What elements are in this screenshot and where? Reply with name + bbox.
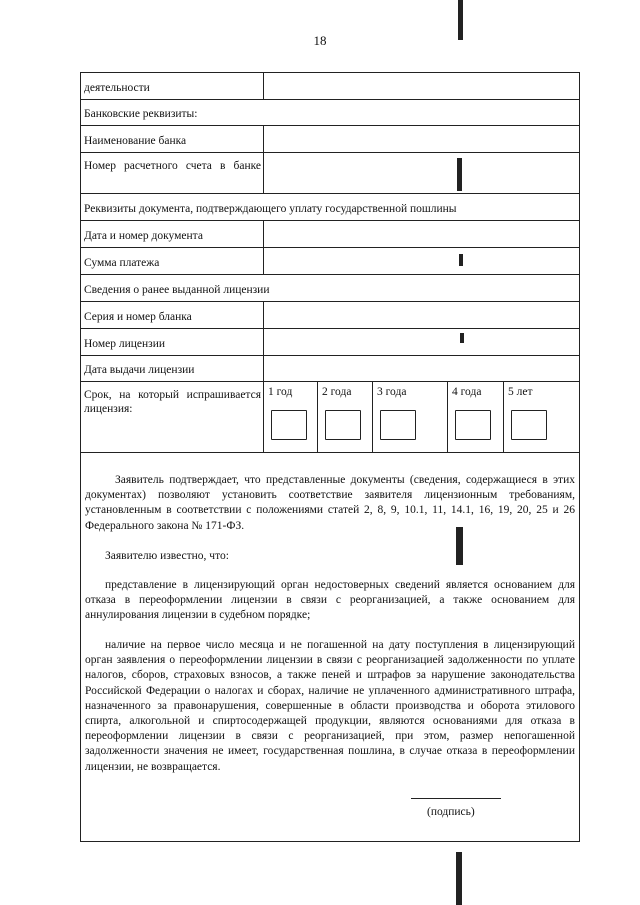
row-series-blank <box>81 302 579 329</box>
term-option-3 <box>372 382 448 452</box>
scan-artifact-mark <box>459 254 463 266</box>
label-license-number: Номер лицензии <box>84 338 165 350</box>
label-payment-amount: Сумма платежа <box>84 257 160 269</box>
term-option-label: 4 года <box>452 386 482 398</box>
declaration-paragraph-2: Заявителю известно, что: <box>105 550 229 562</box>
scan-artifact-mark <box>458 0 463 40</box>
label-activity: деятельности <box>84 82 150 94</box>
label-license-term: Срок, на который испрашивается лицензия: <box>84 389 261 415</box>
term-checkbox-1[interactable] <box>271 410 307 440</box>
row-bank-name <box>81 126 579 153</box>
label-series-blank: Серия и номер бланка <box>84 311 192 323</box>
term-option-4 <box>447 382 504 452</box>
row-license-number <box>81 329 579 356</box>
declaration-paragraph-1: Заявитель подтверждает, что представленные документы (сведения, содержащиеся в этих документах) позволяют установить соответствие заявителя лицензионным требованиям, установленным в соответствии с положениями статей 2, 8, 9, 10.1, 11, 14.1, 16, 19, 20, 25 и 26 Федерального закона № 171-ФЗ. <box>85 474 575 532</box>
row-bank-details <box>81 100 579 126</box>
row-issue-date <box>81 356 579 382</box>
signature-line[interactable] <box>411 798 501 799</box>
label-prev-license-info: Сведения о ранее выданной лицензии <box>84 284 270 296</box>
term-option-label: 2 года <box>322 386 352 398</box>
term-option-5 <box>503 382 580 452</box>
term-checkbox-4[interactable] <box>455 410 491 440</box>
scan-artifact-mark <box>456 852 462 905</box>
label-fee-doc-details: Реквизиты документа, подтверждающего уплату государственной пошлины <box>84 203 457 215</box>
term-option-label: 1 год <box>268 386 293 398</box>
row-fee-doc-details <box>81 194 579 221</box>
label-bank-name: Наименование банка <box>84 135 187 147</box>
scan-artifact-mark <box>457 158 462 191</box>
term-option-label: 3 года <box>377 386 407 398</box>
scan-artifact-mark <box>456 527 463 565</box>
declaration-paragraph-4: наличие на первое число месяца и не погашенной на дату поступления в лицензирующий орган заявления о переоформлении лицензии в связи с реорганизацией задолженности по уплате налогов, сборов, страховых взносов, а также пеней и штрафов за нарушение законодательства Российской Федерации о налогах и сборах, наличие не уплаченного административного штрафа, назначенного за правонарушения, совершенные в области производства и оборота этилового спирта, алкогольной и спиртосодержащей продукции, являются основаниями для отказа в переоформлении лицензии в связи с реорганизацией, при этом, размер непогашенной задолженности значения не имеет, государственная пошлина, в случае отказа в переоформлении лицензии, не возвращается. <box>85 639 575 773</box>
license-application-form <box>80 72 580 842</box>
term-checkbox-5[interactable] <box>511 410 547 440</box>
signature-label: (подпись) <box>427 806 475 818</box>
term-checkbox-3[interactable] <box>380 410 416 440</box>
label-issue-date: Дата выдачи лицензии <box>84 364 195 376</box>
row-account-number <box>81 153 579 194</box>
term-option-label: 5 лет <box>508 386 533 398</box>
row-doc-date-number <box>81 221 579 248</box>
page-number: 18 <box>313 33 327 48</box>
label-doc-date-number: Дата и номер документа <box>84 230 203 242</box>
label-account-number: Номер расчетного счета в банке <box>84 160 261 172</box>
term-checkbox-2[interactable] <box>325 410 361 440</box>
label-bank-details: Банковские реквизиты: <box>84 108 198 120</box>
row-prev-license-info <box>81 275 579 302</box>
declaration-paragraph-3: представление в лицензирующий орган недостоверных сведений является основанием для отказа в переоформлении лицензии в связи с реорганизацией, а также основанием для аннулирования лицензии в судебном порядке; <box>85 579 575 622</box>
row-license-term <box>81 382 579 453</box>
scan-artifact-mark <box>460 333 464 343</box>
row-payment-amount <box>81 248 579 275</box>
term-option-1 <box>263 382 318 452</box>
row-activity <box>81 73 579 100</box>
term-option-2 <box>317 382 373 452</box>
